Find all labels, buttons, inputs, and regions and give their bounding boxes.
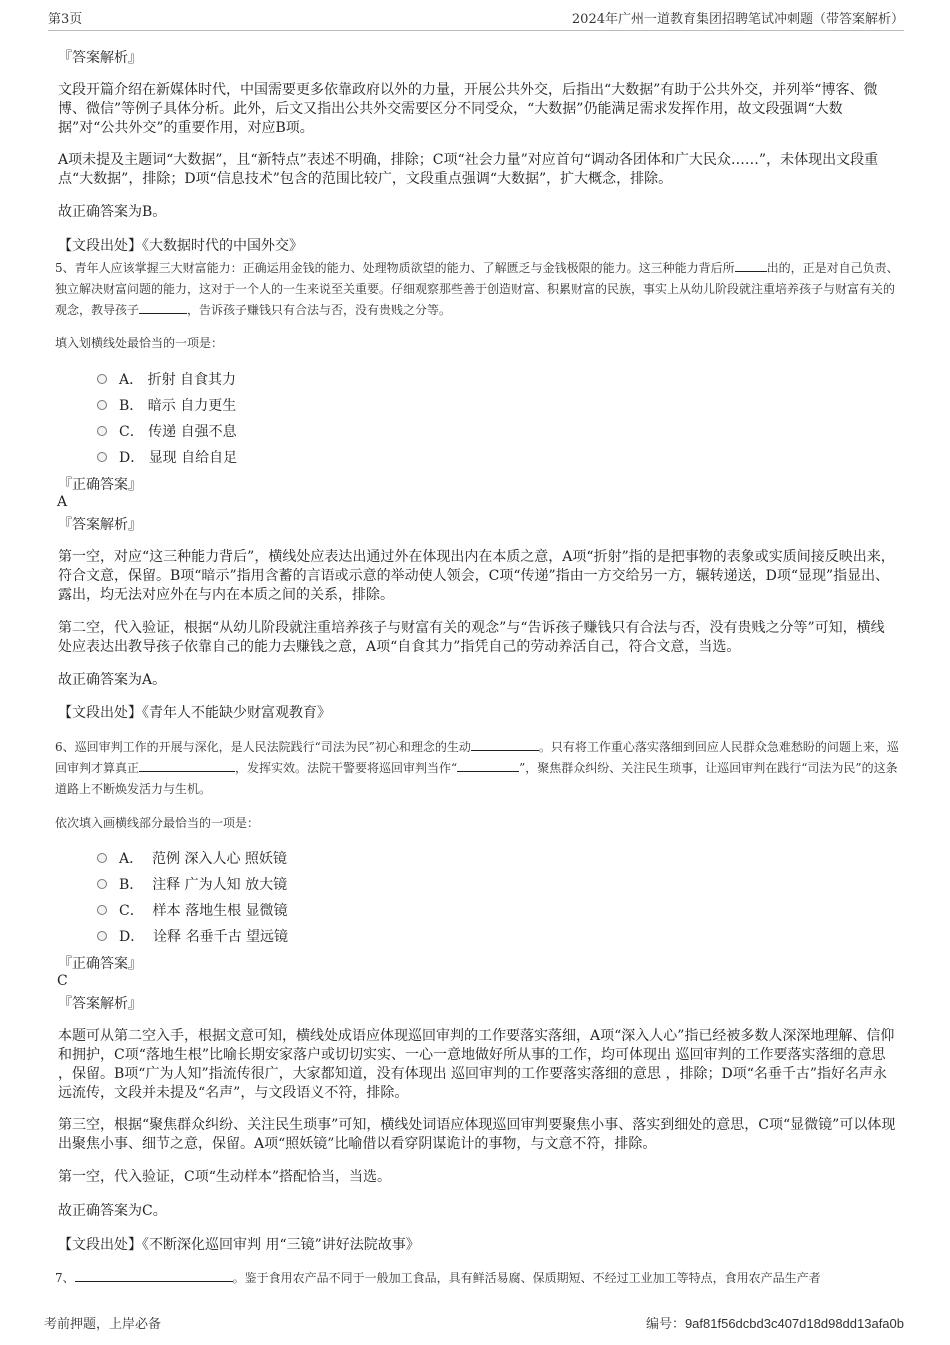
q6-option-c[interactable]: C． 样本 落地生根 显微镜 [97,900,288,920]
q6-analysis-label: 『答案解析』 [58,996,142,1012]
q5-stem: 5、青年人应该掌握三大财富能力：正确运用金钱的能力、处理物质欲望的能力、了解匮乏与金钱极限的能力。这三种能力背后所 出的，正是对自己负责、独立解决财富问题的能力，这对于一个人的一生来说至关重要。仔细观察那些善于创造财富、积累财富的民族，事实上从幼儿阶段就注重培养孩子与财富有关的观念，教导孩子 ，告诉孩子赚钱只有合法与否，没有贵贱之分等。 [55,261,899,317]
q4-analysis-para2: A项未提及主题词“大数据”，且“新特点”表述不明确，排除；C项“社会力量”对应首句“调动各团体和广大民众……”，未体现出文段重点“大数据”，排除；D项“信息技术”包含的范围比较广，文段重点强调“大数据”，扩大概念，排除。 [58,152,879,187]
q5-option-a[interactable]: A． 折射 自食其力 [97,369,236,389]
q4-analysis-para1: 文段开篇介绍在新媒体时代，中国需要更多依靠政府以外的力量，开展公共外交，后指出“大数据”有助于公共外交，并列举“博客、微博、微信”等例子具体分析。此外，后文又指出公共外交需要区分不同受众，“大数据”仍能满足需求发挥作用，故文段强调“大数据”对“公共外交”的重要作用，对应B项。 [58,82,878,136]
q4-analysis-label: 『答案解析』 [58,50,142,66]
blank-line [75,1270,233,1282]
q6-stem: 6、巡回审判工作的开展与深化，是人民法院践行“司法为民”初心和理念的生动 。只有将工作重心落实落细到回应人民群众急难愁盼的问题上来，巡回审判才算真正 ，发挥实效。法院干警要将巡回审判当作“ ”，聚焦群众纠纷、关注民生琐事，让巡回审判在践行“司法为民”的这条道路上不断焕发活力与生机。 [55,740,899,796]
footer-code: 编号：9af81f56dcbd3c407d18d98dd13afa0b [645,1316,904,1332]
q5-analysis-label: 『答案解析』 [58,517,142,533]
q6-analysis-para3: 第一空，代入验证，C项“生动样本”搭配恰当，当选。 [58,1169,392,1185]
q5-option-d[interactable]: D． 显现 自给自足 [97,447,237,467]
q5-analysis-para1: 第一空，对应“这三种能力背后”，横线处应表达出通过外在体现出内在本质之意，A项“折射”指的是把事物的表象或实质间接反映出来，符合文意，保留。B项“暗示”指用含蓄的言语或示意的举动使人领会，C项“传递”指由一方交给另一方，辗转递送，D项“显现”指显出、露出，均无法对应外在与内在本质之间的关系，排除。 [58,549,895,603]
blank-line [139,760,235,772]
radio-icon[interactable] [97,879,107,889]
radio-icon[interactable] [97,400,107,410]
radio-icon[interactable] [97,374,107,384]
q6-analysis-para1: 本题可从第二空入手，根据文意可知，横线处成语应体现巡回审判的工作要落实落细，A项“深入人心”指已经被多数人深深地理解、信仰和拥护，C项“落地生根”比喻长期安家落户或切切实实、一心一意地做好所从事的工作，均可体现出 巡回审判的工作要落实落细的意思 ，保留。B项“广为人知”指流传很广，大家都知道，没有体现出 巡回审判的工作要落实落细的意思 ，排除；D项“名垂千古”指好名声永远流传，文段并未提及“名声”，与文段语义不符，排除。 [58,1028,895,1101]
radio-icon[interactable] [97,931,107,941]
q4-source: 【文段出处】《大数据时代的中国外交》 [58,238,303,254]
blank-line [139,302,187,314]
q5-option-c[interactable]: C． 传递 自强不息 [97,421,237,441]
radio-icon[interactable] [97,452,107,462]
q6-prompt: 依次填入画横线部分最恰当的一项是： [55,816,260,830]
q5-analysis-para2: 第二空，代入验证，根据“从幼儿阶段就注重培养孩子与财富有关的观念”与“告诉孩子赚钱只有合法与否，没有贵贱之分等”可知，横线处应表达出教导孩子依靠自己的能力去赚钱之意，A项“自食其力”指凭自己的劳动养活自己，符合文意，当选。 [58,620,885,655]
document-title: 2024年广州一道教育集团招聘笔试冲刺题（带答案解析） [571,12,904,27]
page-header [48,8,904,31]
q5-option-b[interactable]: B． 暗示 自力更生 [97,395,236,415]
q5-answer-label: 『正确答案』 [58,477,142,493]
q6-option-d[interactable]: D． 诠释 名垂千古 望远镜 [97,926,288,946]
q5-source: 【文段出处】《青年人不能缺少财富观教育》 [58,705,331,721]
q6-option-b[interactable]: B． 注释 广为人知 放大镜 [97,874,287,894]
radio-icon[interactable] [97,426,107,436]
q7-stem: 7、 。鉴于食用农产品不同于一般加工食品，具有鲜活易腐、保质期短、不经过工业加工等特点，食用农产品生产者 [55,1271,821,1285]
q4-conclusion: 故正确答案为B。 [58,204,167,220]
q6-answer: C [57,973,68,989]
radio-icon[interactable] [97,853,107,863]
q6-answer-label: 『正确答案』 [58,956,142,972]
q6-option-a[interactable]: A． 范例 深入人心 照妖镜 [97,848,287,868]
page-number: 第3页 [48,12,83,27]
radio-icon[interactable] [97,905,107,915]
footer-slogan: 考前押题，上岸必备 [44,1317,162,1332]
q6-analysis-para2: 第三空，根据“聚焦群众纠纷、关注民生琐事”可知，横线处词语应体现巡回审判要聚焦小事、落实到细处的意思，C项“显微镜”可以体现出聚焦小事、细节之意，保留。A项“照妖镜”比喻借以看穿阴谋诡计的事物，与文意不符，排除。 [58,1117,896,1152]
q6-source: 【文段出处】《不断深化巡回审判 用“三镜”讲好法院故事》 [58,1237,420,1253]
q5-prompt: 填入划横线处最恰当的一项是： [55,336,224,350]
blank-line [457,760,519,772]
page-footer [44,1313,904,1333]
q5-answer: A [57,494,68,510]
q6-conclusion: 故正确答案为C。 [58,1203,167,1219]
q5-conclusion: 故正确答案为A。 [58,672,167,688]
blank-line [471,739,539,751]
blank-line [735,260,767,272]
